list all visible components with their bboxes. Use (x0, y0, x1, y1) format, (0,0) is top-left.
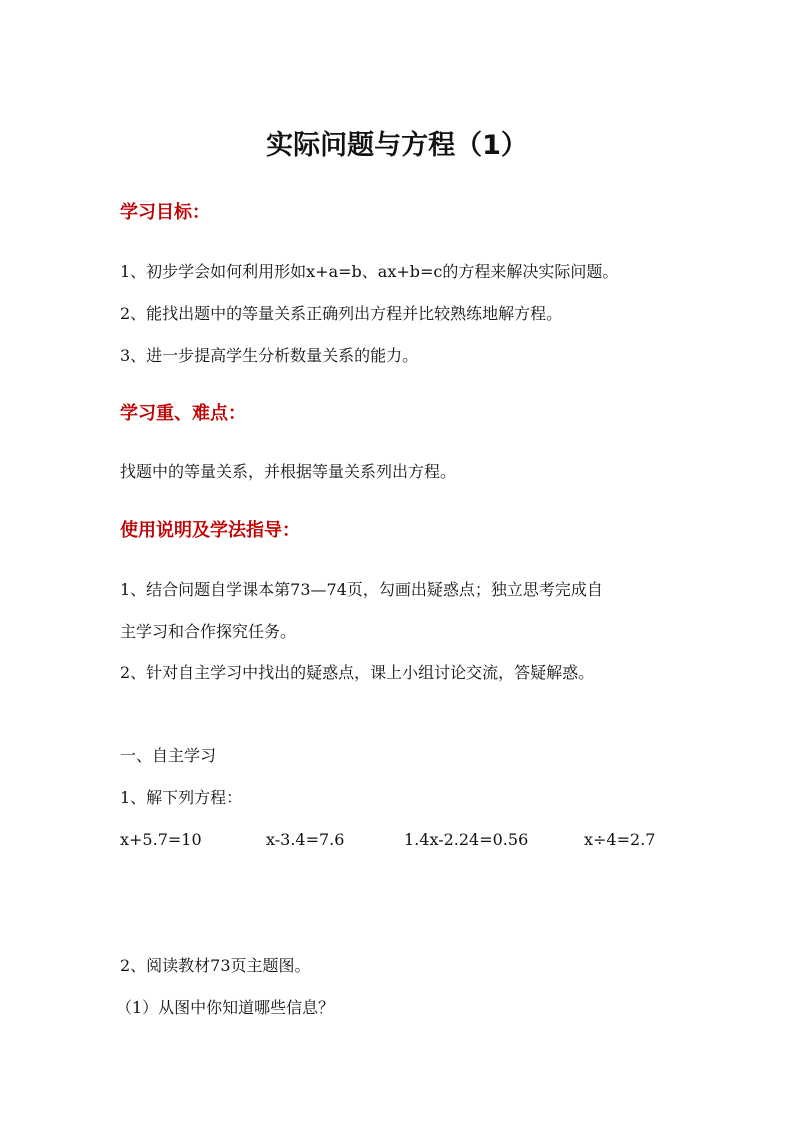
instructions-heading: 使用说明及学法指导： (120, 520, 300, 541)
objective-item-2: 2、能找出题中的等量关系正确列出方程并比较熟练地解方程。 (120, 304, 563, 323)
instruction-item-1-line-1: 1、结合问题自学课本第73—74页，勾画出疑惑点；独立思考完成自 (120, 580, 603, 599)
question-2-label: 2、阅读教材73页主题图。 (120, 956, 311, 975)
question-1-label: 1、解下列方程： (120, 788, 243, 807)
objective-item-1: 1、初步学会如何利用形如x+a=b、ax+b=c的方程来解决实际问题。 (120, 262, 619, 281)
key-points-text: 找题中的等量关系，并根据等量关系列出方程。 (120, 462, 457, 481)
instruction-item-1-line-2: 主学习和合作探究任务。 (120, 622, 297, 641)
objectives-heading: 学习目标： (120, 202, 210, 223)
instruction-item-2: 2、针对自主学习中找出的疑惑点，课上小组讨论交流，答疑解惑。 (120, 663, 595, 682)
equations-row (0, 830, 794, 850)
question-2-sub-1: （1）从图中你知道哪些信息？ (116, 998, 335, 1017)
key-points-heading: 学习重、难点： (120, 403, 246, 424)
equation-3: 1.4x-2.24=0.56 (404, 830, 529, 849)
equation-1: x+5.7=10 (120, 830, 202, 849)
self-study-heading: 一、自主学习 (120, 746, 217, 765)
equation-2: x-3.4=7.6 (266, 830, 345, 849)
objective-item-3: 3、进一步提高学生分析数量关系的能力。 (120, 346, 419, 365)
page-title: 实际问题与方程（1） (266, 130, 528, 161)
equation-4: x÷4=2.7 (584, 830, 656, 849)
